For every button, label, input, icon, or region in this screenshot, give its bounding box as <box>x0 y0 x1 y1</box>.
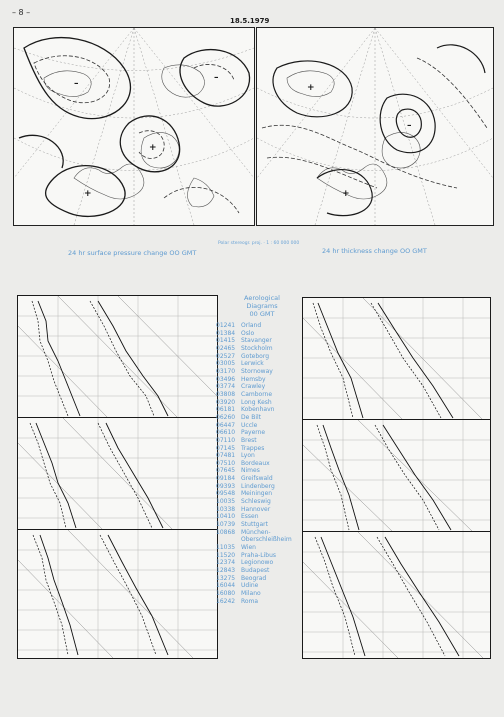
map-scale-note: Polar stereogr. proj. · 1 : 60 000 000 <box>218 241 300 246</box>
station-list-item <box>216 521 308 529</box>
station-code: 16080 <box>216 589 236 597</box>
station-list-item <box>216 598 308 606</box>
station-name: Stornoway <box>241 367 273 375</box>
station-code: 13275 <box>216 574 236 582</box>
aerological-title-line2: Diagrams <box>246 302 278 310</box>
station-list-item <box>216 544 308 552</box>
station-name: Lyon <box>241 452 255 460</box>
station-name: Wien <box>241 544 256 552</box>
aerological-diagram-drawing <box>18 530 217 658</box>
station-code: 10739 <box>216 521 236 529</box>
station-list-item <box>216 536 308 544</box>
station-code: 12374 <box>216 559 236 567</box>
station-list-item <box>216 322 308 330</box>
station-list-item <box>216 399 308 407</box>
station-list-item <box>216 414 308 422</box>
station-list <box>216 322 308 605</box>
surface-pressure-change-map <box>13 27 255 226</box>
station-list-item <box>216 360 308 368</box>
svg-text:+: + <box>149 143 157 153</box>
station-list-item <box>216 422 308 430</box>
thickness-map-drawing <box>257 28 493 225</box>
station-list-item <box>216 445 308 453</box>
station-name: München- <box>241 528 271 536</box>
station-code: 07481 <box>216 452 236 460</box>
station-list-item <box>216 429 308 437</box>
station-name: Meiningen <box>241 490 273 498</box>
aerological-diagram-right-3 <box>302 531 491 659</box>
station-code: 01415 <box>216 337 236 345</box>
thickness-change-map <box>256 27 494 226</box>
station-list-item <box>216 475 308 483</box>
station-code: 03496 <box>216 375 236 383</box>
station-code: 03774 <box>216 383 236 391</box>
station-name: Beograd <box>241 574 267 582</box>
aerological-diagram-drawing <box>18 418 217 530</box>
station-list-item <box>216 337 308 345</box>
station-code: 11035 <box>216 544 236 552</box>
page-number: – 8 – <box>12 8 31 17</box>
station-name: Stuttgart <box>241 521 268 529</box>
station-list-item <box>216 582 308 590</box>
station-code: 06610 <box>216 429 236 437</box>
station-name: Crawley <box>241 383 266 391</box>
station-name: Hannover <box>241 505 271 513</box>
station-code: 07110 <box>216 436 236 444</box>
station-name: De Bilt <box>241 413 262 421</box>
surface-pressure-map-drawing <box>14 28 254 225</box>
aerological-title-line3: 00 GMT <box>249 310 275 318</box>
svg-text:–: – <box>214 73 219 83</box>
station-name: Bordeaux <box>241 459 270 467</box>
station-code: 07145 <box>216 444 236 452</box>
svg-text:–: – <box>407 121 412 131</box>
station-list-item <box>216 506 308 514</box>
station-name: Long Kesh <box>241 398 272 406</box>
station-code: 12843 <box>216 567 236 574</box>
left-map-caption: 24 hr surface pressure change OO GMT <box>68 249 197 257</box>
station-name: Praha-Libus <box>241 551 277 559</box>
station-name: Udine <box>241 582 259 590</box>
station-code: 07510 <box>216 459 236 467</box>
aerological-diagram-drawing <box>18 296 217 418</box>
aerological-diagram-left-2 <box>17 417 218 531</box>
station-list-item <box>216 483 308 491</box>
station-code: 09184 <box>216 475 236 483</box>
svg-text:–: – <box>74 79 79 89</box>
svg-text:+: + <box>84 189 92 199</box>
station-name: Roma <box>241 597 259 605</box>
aerological-title <box>219 294 305 318</box>
station-code: 16044 <box>216 582 236 590</box>
station-code: 01384 <box>216 329 236 337</box>
station-name: Nimes <box>241 467 260 475</box>
station-list-item <box>216 567 308 575</box>
station-list-item <box>216 513 308 521</box>
station-list-item <box>216 559 308 567</box>
station-name: Stavanger <box>241 337 272 345</box>
aerological-diagram-drawing <box>303 420 490 532</box>
station-list-item <box>216 353 308 361</box>
station-name: Brest <box>241 436 257 444</box>
station-code: 06181 <box>216 406 236 414</box>
station-list-item <box>216 467 308 475</box>
right-map-caption: 24 hr thickness change OO GMT <box>322 247 427 255</box>
station-code: 01241 <box>216 322 236 329</box>
station-list-item <box>216 452 308 460</box>
station-code: 02465 <box>216 344 236 352</box>
station-code: 03005 <box>216 360 236 368</box>
station-list-item <box>216 460 308 468</box>
page-date: 18.5.1979 <box>230 17 270 25</box>
station-name: Oberschleißheim <box>241 536 292 544</box>
station-list-item <box>216 368 308 376</box>
station-list-item <box>216 529 308 537</box>
station-name: Budapest <box>241 567 270 574</box>
station-name: Milano <box>241 589 261 597</box>
station-list-item <box>216 376 308 384</box>
station-name: Lindenberg <box>241 482 275 490</box>
station-code: 10410 <box>216 513 236 521</box>
station-list-item <box>216 498 308 506</box>
station-list-item <box>216 575 308 583</box>
station-list-item <box>216 383 308 391</box>
station-list-item <box>216 391 308 399</box>
station-name: Trappes <box>241 444 265 452</box>
station-list-item <box>216 490 308 498</box>
station-code: 03808 <box>216 390 236 398</box>
station-name: Lerwick <box>241 360 264 368</box>
station-code: 03920 <box>216 398 236 406</box>
station-code: 10868 <box>216 528 236 536</box>
station-code: 16242 <box>216 597 236 605</box>
station-code: 09393 <box>216 482 236 490</box>
station-name: Essen <box>241 513 259 521</box>
station-name: Orland <box>241 322 262 329</box>
station-name: Camborne <box>241 390 273 398</box>
station-list-item <box>216 345 308 353</box>
station-code: 07645 <box>216 467 236 475</box>
station-code: 06447 <box>216 421 236 429</box>
station-name: Oslo <box>241 329 255 337</box>
station-name: Stockholm <box>241 344 273 352</box>
station-name: Hemsby <box>241 375 266 383</box>
station-code: 02527 <box>216 352 236 360</box>
station-name: Goteborg <box>241 352 270 360</box>
aerological-diagram-left-3 <box>17 529 218 659</box>
aerological-diagram-left-1 <box>17 295 218 419</box>
svg-text:+: + <box>342 189 350 199</box>
aerological-diagram-drawing <box>303 532 490 658</box>
station-code: 09548 <box>216 490 236 498</box>
svg-text:+: + <box>307 83 315 93</box>
station-code: 10338 <box>216 505 236 513</box>
station-name: Uccle <box>241 421 258 429</box>
station-list-item <box>216 552 308 560</box>
station-list-item <box>216 590 308 598</box>
station-code: 03170 <box>216 367 236 375</box>
aerological-diagram-right-1 <box>302 297 491 421</box>
station-code: 11520 <box>216 551 236 559</box>
aerological-diagram-right-2 <box>302 419 491 533</box>
station-code: 06260 <box>216 413 236 421</box>
station-name: Greifswald <box>241 475 273 483</box>
station-name: Legionowo <box>241 559 274 567</box>
station-code: 10035 <box>216 498 236 506</box>
station-list-item <box>216 437 308 445</box>
aerological-diagram-drawing <box>303 298 490 420</box>
station-list-item <box>216 330 308 338</box>
station-name: Schleswig <box>241 498 271 506</box>
station-name: Kobenhavn <box>241 406 275 414</box>
station-name: Payerne <box>241 429 266 437</box>
station-list-item <box>216 406 308 414</box>
aerological-title-line1: Aerological <box>244 294 280 302</box>
